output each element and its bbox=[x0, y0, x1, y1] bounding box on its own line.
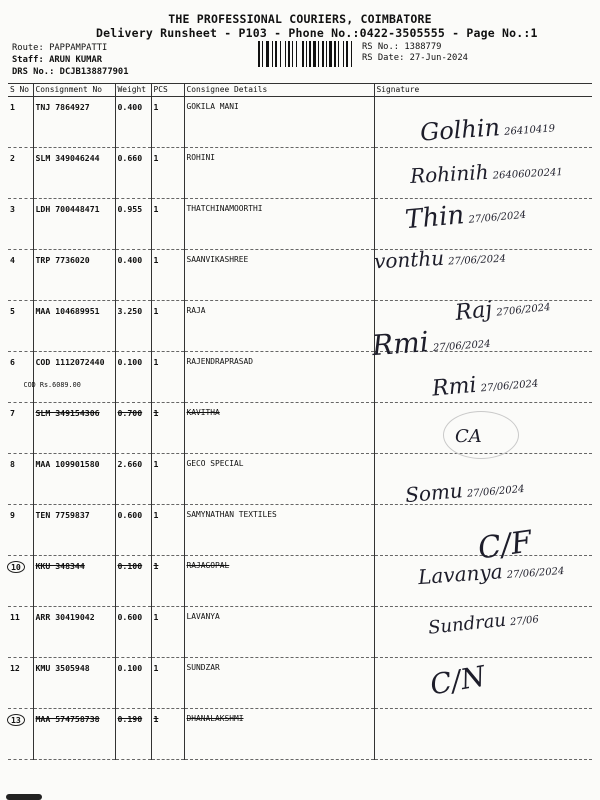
rs-date-label: RS Date: bbox=[362, 53, 405, 63]
row-consignment-no-text: KMU 3505948 bbox=[35, 663, 90, 673]
row-pcs-text: 1 bbox=[153, 255, 159, 265]
row-weight bbox=[115, 352, 151, 403]
row-sno-text: 9 bbox=[10, 510, 15, 520]
rs-date-value: 27-Jun-2024 bbox=[409, 53, 468, 63]
row-weight-text: 2.660 bbox=[117, 459, 143, 469]
row-consignee bbox=[184, 199, 374, 250]
row-pcs bbox=[151, 352, 184, 403]
row-sno bbox=[8, 199, 33, 250]
row-pcs bbox=[151, 709, 184, 760]
row-weight bbox=[115, 556, 151, 607]
row-sno-text: 1 bbox=[10, 102, 15, 112]
signature-date: 27/06/2024 bbox=[466, 483, 525, 500]
signature-date: 27/06/2024 bbox=[480, 378, 539, 395]
row-weight bbox=[115, 148, 151, 199]
row-consignment-no-text: MAA 574758738 bbox=[35, 714, 100, 724]
signature-text: Rohinih bbox=[409, 159, 490, 188]
row-sno-text: 7 bbox=[10, 408, 15, 418]
row-consignee-text: SUNDZAR bbox=[186, 663, 220, 672]
signature-text: C/N bbox=[427, 659, 488, 702]
row-consignment-no bbox=[33, 403, 115, 454]
col-weight-header: Weight bbox=[115, 84, 151, 97]
signature-text: Golhin bbox=[419, 113, 501, 147]
row-sno bbox=[8, 301, 33, 352]
row-consignee bbox=[184, 709, 374, 760]
row-consignee-text: RAJENDRAPRASAD bbox=[186, 357, 254, 366]
row-consignment-no-text: ARR 30419042 bbox=[35, 612, 95, 622]
row-consignee bbox=[184, 658, 374, 709]
row-consignment-no-text: COD 1112072440 bbox=[35, 357, 105, 367]
row-weight bbox=[115, 709, 151, 760]
drs-line bbox=[12, 67, 129, 77]
row-consignee-text: RAJA bbox=[186, 306, 206, 315]
row-pcs bbox=[151, 505, 184, 556]
row-sno-text: 4 bbox=[10, 255, 15, 265]
row-weight-text: 0.400 bbox=[117, 255, 143, 265]
row-pcs-text: 1 bbox=[153, 714, 159, 724]
row-weight-text: 0.955 bbox=[117, 204, 143, 214]
row-weight bbox=[115, 454, 151, 505]
row-pcs bbox=[151, 658, 184, 709]
row-weight-text: 0.400 bbox=[117, 102, 143, 112]
row-consignment-no bbox=[33, 199, 115, 250]
signature-text: Lavanya bbox=[417, 559, 504, 590]
row-sno-text: 13 bbox=[7, 714, 25, 726]
table-row bbox=[8, 709, 592, 760]
row-consignment-no bbox=[33, 505, 115, 556]
route-value: PAPPAMPATTI bbox=[49, 43, 108, 53]
row-consignee-text: THATCHINAMOORTHI bbox=[186, 204, 263, 213]
drs-value: DCJB138877901 bbox=[59, 67, 129, 77]
row-weight bbox=[115, 199, 151, 250]
row-weight-text: 0.600 bbox=[117, 510, 143, 520]
row-consignment-no bbox=[33, 148, 115, 199]
row-pcs bbox=[151, 199, 184, 250]
row-pcs-text: 1 bbox=[153, 561, 159, 571]
row-weight-text: 0.100 bbox=[117, 561, 143, 571]
row-consignment-no bbox=[33, 301, 115, 352]
staff-label: Staff: bbox=[12, 55, 44, 65]
row-weight bbox=[115, 403, 151, 454]
row-consignee bbox=[184, 505, 374, 556]
row-consignment-no-text: TNJ 7864927 bbox=[35, 102, 90, 112]
row-weight bbox=[115, 97, 151, 148]
row-sno-text: 6 bbox=[10, 357, 15, 367]
row-sno-text: 2 bbox=[10, 153, 15, 163]
row-sno-text: 8 bbox=[10, 459, 15, 469]
row-consignment-no bbox=[33, 97, 115, 148]
signature-date: 26410419 bbox=[503, 123, 556, 138]
row-consignee bbox=[184, 148, 374, 199]
row-sno-text: 10 bbox=[7, 561, 25, 573]
row-consignment-no-text: SLM 349154306 bbox=[35, 408, 100, 418]
row-consignee-text: KAVITHA bbox=[186, 408, 220, 417]
signature-text: CA bbox=[455, 426, 482, 447]
row-sno-text: 5 bbox=[10, 306, 15, 316]
signature-text: vonthu bbox=[373, 245, 445, 274]
signature-text: Raj bbox=[453, 297, 494, 326]
row-sno bbox=[8, 403, 33, 454]
barcode bbox=[258, 41, 354, 67]
row-consignment-no bbox=[33, 709, 115, 760]
col-signature-header: Signature bbox=[374, 84, 592, 97]
table-row bbox=[8, 658, 592, 709]
row-consignment-no-text: MAA 104689951 bbox=[35, 306, 100, 316]
staff-value: ARUN KUMAR bbox=[49, 55, 103, 65]
runsheet-title: Delivery Runsheet - P103 - Phone No.:0422-3505555 - Page No.:1 bbox=[96, 26, 538, 40]
rs-date-line bbox=[362, 53, 468, 63]
row-sno bbox=[8, 454, 33, 505]
signature-text: Rmi bbox=[370, 325, 430, 363]
signature-date: 27/06/2024 bbox=[447, 253, 507, 268]
signature-text: Thin bbox=[403, 200, 466, 236]
signature-date: 27/06/2024 bbox=[468, 209, 527, 226]
row-pcs bbox=[151, 250, 184, 301]
signature-text: Rmi bbox=[431, 372, 478, 402]
row-weight-text: 0.100 bbox=[117, 663, 143, 673]
row-consignee-text: DHANALAKSHMI bbox=[186, 714, 244, 723]
row-consignee bbox=[184, 403, 374, 454]
row-pcs bbox=[151, 97, 184, 148]
row-consignment-no bbox=[23, 352, 115, 403]
row-weight-text: 0.700 bbox=[117, 408, 143, 418]
route-line bbox=[12, 43, 107, 53]
signature-date: 2706/2024 bbox=[495, 302, 552, 319]
col-consignment-header: Consignment No bbox=[33, 84, 115, 97]
scan-mark bbox=[6, 794, 42, 800]
row-consignment-no-text: MAA 109901580 bbox=[35, 459, 100, 469]
row-consignee-text: LAVANYA bbox=[186, 612, 220, 621]
row-consignee-text: SAMYNATHAN TEXTILES bbox=[186, 510, 277, 519]
col-details-header: Consignee Details bbox=[184, 84, 374, 97]
signature-date: 27/06/2024 bbox=[432, 338, 491, 354]
row-sno-text: 11 bbox=[10, 612, 20, 622]
row-weight-text: 0.100 bbox=[117, 357, 143, 367]
row-pcs bbox=[151, 607, 184, 658]
row-consignee-text: ROHINI bbox=[186, 153, 216, 162]
row-weight bbox=[115, 607, 151, 658]
rs-no-label: RS No.: bbox=[362, 42, 400, 52]
signature-date: 27/06 bbox=[509, 614, 540, 629]
signature-date: 27/06/2024 bbox=[506, 565, 565, 581]
row-weight-text: 0.660 bbox=[117, 153, 143, 163]
row-weight-text: 3.250 bbox=[117, 306, 143, 316]
row-sno bbox=[8, 97, 33, 148]
signature-text: Somu bbox=[404, 478, 464, 508]
row-consignment-no bbox=[33, 556, 115, 607]
row-consignment-no-text: LDH 700448471 bbox=[35, 204, 100, 214]
row-consignee bbox=[184, 352, 374, 403]
drs-label: DRS No.: bbox=[12, 67, 55, 77]
signature-text: Sundrau bbox=[427, 609, 507, 639]
row-consignee-text: SAANVIKASHREE bbox=[186, 255, 249, 264]
row-pcs-text: 1 bbox=[153, 459, 159, 469]
company-title: THE PROFESSIONAL COURIERS, COIMBATORE bbox=[168, 12, 432, 26]
row-sno bbox=[8, 556, 33, 607]
row-pcs-text: 1 bbox=[153, 357, 159, 367]
row-sno bbox=[8, 250, 33, 301]
row-consignment-no-text: SLM 349046244 bbox=[35, 153, 100, 163]
row-pcs bbox=[151, 556, 184, 607]
row-weight bbox=[115, 505, 151, 556]
cod-amount-note: COD Rs.6089.00 bbox=[23, 381, 81, 389]
signature-text: C/F bbox=[475, 524, 535, 567]
row-pcs-text: 1 bbox=[153, 408, 159, 418]
col-sno-header: S No bbox=[8, 84, 33, 97]
row-consignment-no bbox=[33, 658, 115, 709]
row-pcs-text: 1 bbox=[153, 153, 159, 163]
row-consignee-text: GOKILA MANI bbox=[186, 102, 239, 111]
row-consignment-no bbox=[33, 454, 115, 505]
table-header-row bbox=[8, 84, 592, 97]
row-pcs-text: 1 bbox=[153, 204, 159, 214]
row-pcs bbox=[151, 148, 184, 199]
row-sno bbox=[8, 505, 33, 556]
row-sno bbox=[8, 352, 33, 403]
row-pcs-text: 1 bbox=[153, 306, 159, 316]
row-sno-text: 3 bbox=[10, 204, 15, 214]
row-consignee-text: GECO SPECIAL bbox=[186, 459, 244, 468]
row-consignment-no bbox=[33, 250, 115, 301]
row-consignee bbox=[184, 97, 374, 148]
row-pcs-text: 1 bbox=[153, 612, 159, 622]
row-pcs-text: 1 bbox=[153, 102, 159, 112]
row-sno-text: 12 bbox=[10, 663, 20, 673]
row-signature-cell bbox=[374, 709, 592, 760]
row-pcs-text: 1 bbox=[153, 510, 159, 520]
row-sno bbox=[8, 709, 33, 760]
route-label: Route: bbox=[12, 43, 44, 53]
row-pcs bbox=[151, 301, 184, 352]
row-consignee bbox=[184, 301, 374, 352]
staff-line bbox=[12, 55, 102, 65]
row-pcs-text: 1 bbox=[153, 663, 159, 673]
signature-date: 26406020241 bbox=[492, 167, 563, 182]
row-consignment-no-text: TEN 7759837 bbox=[35, 510, 90, 520]
row-sno bbox=[8, 148, 33, 199]
row-consignment-no bbox=[33, 607, 115, 658]
row-consignee bbox=[184, 250, 374, 301]
row-consignee bbox=[184, 454, 374, 505]
row-weight bbox=[115, 301, 151, 352]
row-consignment-no-text: TRP 7736020 bbox=[35, 255, 90, 265]
row-weight-text: 0.190 bbox=[117, 714, 143, 724]
row-weight-text: 0.600 bbox=[117, 612, 143, 622]
row-consignee bbox=[184, 556, 374, 607]
row-pcs bbox=[151, 454, 184, 505]
row-weight bbox=[115, 250, 151, 301]
handwritten-signature bbox=[455, 426, 482, 447]
rs-no-line bbox=[362, 42, 441, 52]
row-sno bbox=[8, 658, 33, 709]
row-pcs bbox=[151, 403, 184, 454]
row-sno bbox=[8, 607, 33, 658]
col-pcs-header: PCS bbox=[151, 84, 184, 97]
row-consignment-no-text: KKU 348344 bbox=[35, 561, 85, 571]
rs-no-value: 1388779 bbox=[404, 42, 442, 52]
row-consignee-text: RAJAGOPAL bbox=[186, 561, 230, 570]
row-weight bbox=[115, 658, 151, 709]
row-consignee bbox=[184, 607, 374, 658]
